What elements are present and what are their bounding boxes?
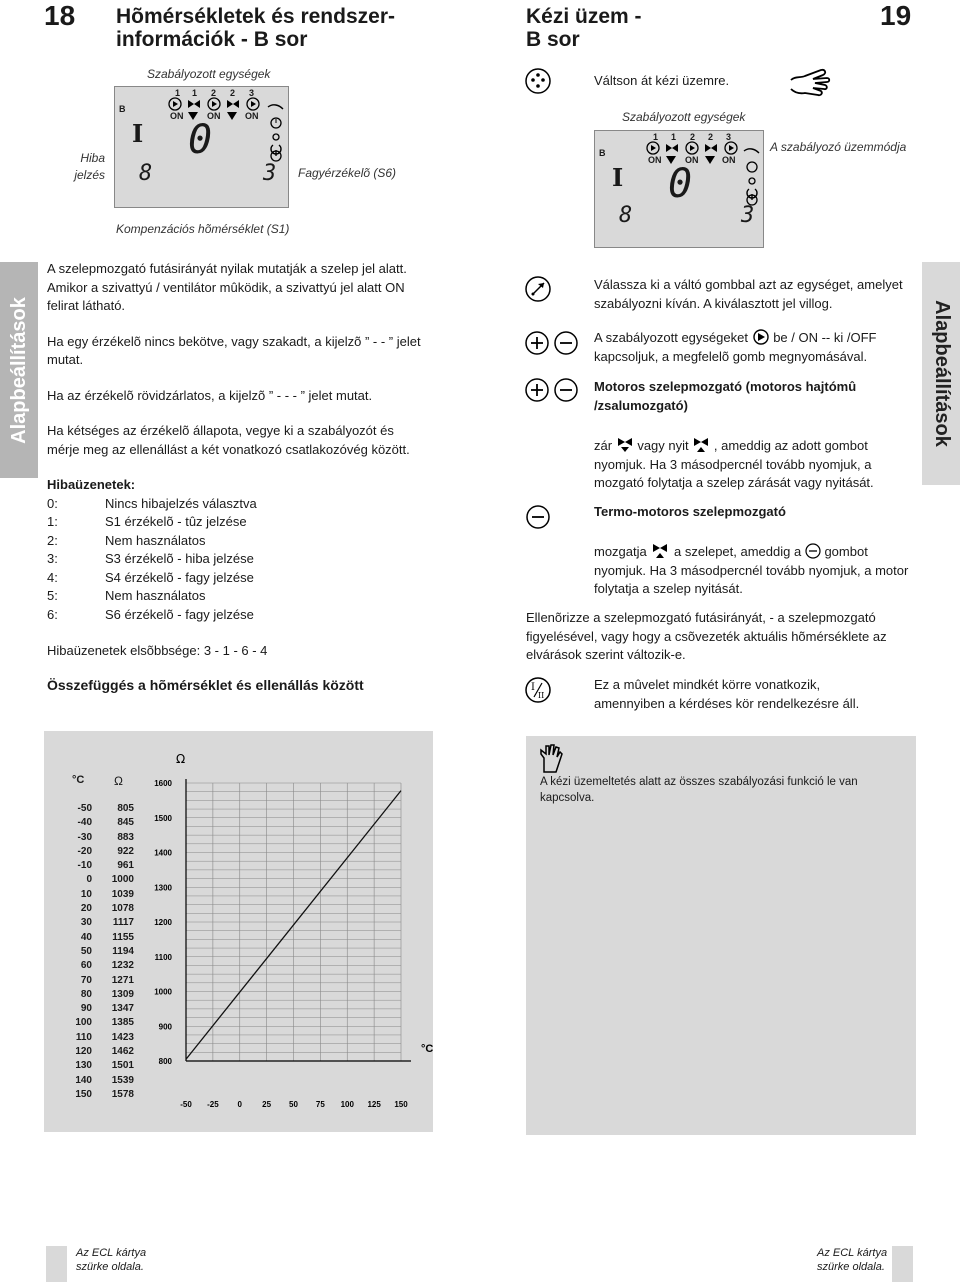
x-tick-label: -50 — [180, 1100, 192, 1109]
page-title-line1: Hõmérsékletek és rendszer- — [116, 5, 395, 28]
paragraph-short-circuit: Ha az érzékelõ rövidzárlatos, a kijelzõ ” - - - ” jelet mutat. — [47, 387, 373, 403]
lcd-num-1: 1 — [175, 88, 181, 98]
lcd-right-on-1: ON — [648, 155, 662, 165]
motor-text-b: vagy nyit — [637, 438, 689, 453]
lcd-right-mode-icons — [741, 145, 763, 207]
resistance-cell: 1347 — [111, 1003, 134, 1015]
resistance-cell: 1194 — [112, 945, 134, 957]
units-text-a: A szabályozott egységeket — [594, 330, 748, 345]
y-tick-label: 1100 — [154, 952, 172, 962]
paragraph-doubtful: Ha kétséges az érzékelõ állapota, vegye ki a szabályozót és mérje meg az ellenállást a két vonatkozó csatlakozóvég között. — [47, 423, 410, 457]
thermo-text-b: a szelepet, ameddig a — [674, 544, 802, 559]
temperature-cell: 100 — [75, 1017, 92, 1029]
hiba-jelzes-label — [72, 150, 105, 184]
lcd-right-roman: I — [612, 163, 624, 192]
resistance-cell: 1232 — [111, 960, 134, 972]
lcd-num-4: 2 — [230, 88, 236, 98]
resistance-cell: 883 — [117, 831, 134, 843]
lcd-right-num-1: 1 — [653, 132, 659, 142]
lcd-top-label-right: Szabályozott egységek — [622, 110, 746, 124]
resistance-cell: 805 — [117, 803, 134, 814]
circuit-i-ii-icon — [525, 677, 551, 703]
page-title-right-line1: Kézi üzem - — [526, 5, 642, 28]
y-tick-label: 1400 — [154, 848, 172, 858]
error-item — [47, 495, 422, 514]
y-tick-label: 900 — [158, 1022, 172, 1032]
lcd-right-small-left: 8 — [619, 203, 633, 228]
page-number-right: 19 — [880, 0, 912, 31]
x-tick-label: 50 — [289, 1100, 298, 1109]
hiba-label-line2: jelzés — [74, 168, 105, 182]
error-item — [47, 587, 422, 606]
page-title-right-line2: B sor — [526, 28, 580, 51]
paragraph-not-connected: Ha egy érzékelõ nincs bekötve, vagy szakadt, a kijelzõ ” - - ” jelet mutat. — [47, 333, 421, 367]
lcd-right-small-right: 3 — [741, 203, 755, 228]
resistance-cell: 1385 — [111, 1017, 134, 1029]
lcd-num-3: 2 — [211, 88, 217, 98]
errors-list — [47, 495, 422, 625]
lcd-mode-icons — [265, 101, 287, 163]
units-text-b: be / ON -- ki /OFF kapcsoljuk, a megfelelõ gomb megnyomásával. — [594, 330, 877, 364]
page-title-line2: információk - B sor — [116, 28, 308, 51]
units-text — [594, 329, 916, 366]
komp-label: Kompenzációs hõmérséklet (S1) — [116, 222, 290, 236]
lcd-top-label: Szabályozott egységek — [147, 67, 271, 81]
thermo-title: Termo-motoros szelepmozgató — [594, 504, 786, 519]
thermo-text-c: gombot nyomjuk. Ha 3 másodpercnél tovább nyomjuk, a motor folytatja a szelep nyitását. — [594, 544, 909, 596]
error-text: Nincs hibajelzés választva — [105, 495, 257, 511]
resistance-chart — [44, 731, 433, 1132]
error-text: S1 érzékelõ - tûz jelzése — [105, 514, 247, 529]
x-tick-label: 0 — [237, 1100, 242, 1109]
select-button-icon — [525, 276, 551, 302]
footer-left-line2: szürke oldala. — [76, 1261, 144, 1273]
lcd-roman-numeral: I — [132, 119, 144, 148]
thermo-text-a: mozgatja — [594, 544, 647, 559]
priority-text: Hibaüzenetek elsõbbsége: 3 - 1 - 6 - 4 — [47, 643, 268, 658]
footer-left-swatch — [46, 1246, 67, 1282]
lcd-display-left — [114, 86, 289, 208]
error-code: 0: — [47, 495, 58, 511]
x-tick-label: 75 — [315, 1100, 325, 1109]
x-tick-label: 25 — [262, 1100, 272, 1109]
lcd-right-b-label: B — [599, 148, 606, 158]
resistance-cell: 1039 — [111, 888, 134, 900]
error-text: S3 érzékelõ - hiba jelzése — [105, 551, 254, 566]
temperature-cell: 50 — [80, 945, 92, 957]
manual-note-panel — [526, 736, 916, 1135]
error-text: S4 érzékelõ - fagy jelzése — [105, 569, 254, 585]
temperature-cell: 0 — [86, 874, 92, 886]
side-tab-left-label: Alapbeállítások — [7, 296, 30, 444]
error-code: 4: — [47, 569, 58, 585]
error-code: 6: — [47, 606, 58, 622]
resistance-cell: 1271 — [111, 974, 134, 986]
valve-close-icon — [616, 436, 634, 452]
motor-title: Motoros szelepmozgató (motoros hajtómû /zsalumozgató) — [594, 379, 857, 413]
fagy-label: Fagyérzékelõ (S6) — [298, 166, 397, 180]
arrow-down-icon — [227, 112, 237, 120]
lcd-mode-label: A szabályozó üzemmódja — [770, 140, 907, 154]
hiba-label-line1: Hiba — [80, 151, 105, 165]
temperature-cell: 140 — [75, 1074, 92, 1086]
pump-icon — [752, 329, 770, 345]
temperature-cell: 10 — [80, 888, 92, 900]
x-tick-label: 150 — [394, 1100, 408, 1109]
table-header-c: °C — [72, 774, 85, 786]
footer-right — [817, 1246, 887, 1274]
lcd-num-2: 1 — [192, 88, 198, 98]
resistance-panel — [44, 731, 433, 1132]
svg-text:II: II — [538, 691, 545, 700]
y-tick-label: 1600 — [154, 779, 172, 788]
temperature-cell: 40 — [80, 931, 92, 943]
lcd-right-num-2: 1 — [671, 132, 677, 142]
footer-right-line2: szürke oldala. — [817, 1261, 885, 1273]
lcd-right-on-2: ON — [685, 155, 699, 165]
temperature-cell: -10 — [77, 860, 92, 872]
paragraph-direction: A szelepmozgató futásirányát nyilak mutatják a szelep jel alatt. Amikor a szivattyú / ventilátor mûködik, a szivattyú jel alatt ON felirat látható. — [47, 261, 407, 313]
side-tab-left — [0, 262, 38, 478]
footer-right-swatch — [892, 1246, 913, 1282]
intro-text: Váltson át kézi üzemre. — [594, 73, 730, 88]
minus-button-icon — [525, 504, 551, 530]
temperature-cell: 150 — [75, 1088, 92, 1100]
valve-open-icon — [692, 436, 710, 452]
left-body — [47, 260, 422, 694]
temperature-cell: 90 — [80, 1003, 92, 1015]
y-tick-label: 800 — [158, 1057, 172, 1066]
hand-icon — [787, 66, 831, 100]
footer-right-line1: Az ECL kártya — [817, 1247, 888, 1259]
lcd-on-3: ON — [245, 111, 259, 121]
manual-hand-icon — [538, 744, 564, 774]
temperature-cell: 30 — [80, 917, 92, 929]
plus-minus-icon — [525, 331, 579, 355]
svg-text:I: I — [531, 682, 535, 693]
temperature-cell: -40 — [77, 817, 92, 829]
select-text: Válassza ki a váltó gombbal azt az egységet, amelyet szabályozni kíván. A kiválasztott jel villog. — [594, 277, 903, 311]
error-text: S6 érzékelõ - fagy jelzése — [105, 606, 254, 622]
y-axis-label: Ω — [176, 752, 186, 766]
lcd-right-big-digit: 0 — [668, 161, 693, 207]
lcd-b-label: B — [119, 104, 126, 114]
resistance-cell: 1117 — [112, 917, 134, 929]
page-title-left — [116, 5, 395, 51]
motor-text-c: , ameddig az adott gombot nyomjuk. Ha 3 másodpercnél tovább nyomjuk, a mozgató folytatja a szelep zárását vagy nyitását. — [594, 438, 874, 490]
lcd-small-digit-left: 8 — [139, 161, 153, 186]
resistance-cell: 1501 — [111, 1060, 134, 1072]
resistance-cell: 1155 — [112, 931, 134, 943]
mode-button-icon — [525, 68, 551, 94]
footer-left — [76, 1246, 146, 1274]
manual-note: A kézi üzemeltetés alatt az összes szabályozási funkció le van kapcsolva. — [540, 776, 858, 804]
valve-open-icon — [650, 542, 670, 558]
error-item — [47, 606, 422, 625]
temperature-cell: 70 — [80, 974, 92, 986]
x-tick-label: 100 — [340, 1100, 354, 1109]
temperature-cell: 60 — [80, 960, 92, 972]
error-item — [47, 513, 422, 532]
motor-text — [594, 436, 910, 493]
thermo-text — [594, 542, 910, 599]
error-item — [47, 550, 422, 569]
footer-left-line1: Az ECL kártya — [76, 1247, 147, 1259]
y-tick-label: 1300 — [154, 883, 172, 893]
resistance-cell: 1423 — [111, 1031, 134, 1043]
x-tick-label: -25 — [207, 1100, 219, 1109]
resistance-cell: 1078 — [111, 903, 134, 915]
error-item — [47, 569, 422, 588]
lcd-right-num-5: 3 — [726, 132, 732, 142]
table-header-ohm: Ω — [114, 774, 123, 788]
temperature-cell: 110 — [75, 1031, 92, 1043]
lcd-right-num-3: 2 — [690, 132, 696, 142]
check-text: Ellenõrizze a szelepmozgató futásirányát, - a szelepmozgató figyelésével, vagy hogy a csõvezeték aktuális hõmérséklete az elvárások szerint változik-e. — [526, 610, 887, 662]
error-code: 5: — [47, 588, 58, 603]
lcd-big-digit: 0 — [188, 117, 213, 163]
error-text: Nem használatos — [105, 588, 206, 603]
relation-title: Összefüggés a hõmérséklet és ellenállás között — [47, 676, 364, 693]
temperature-cell: 80 — [80, 988, 92, 1000]
x-axis-label: °C — [421, 1043, 433, 1055]
page-number-left: 18 — [44, 0, 76, 31]
y-tick-label: 1500 — [154, 813, 172, 823]
error-code: 1: — [47, 514, 58, 529]
error-item — [47, 532, 422, 551]
temperature-cell: 120 — [75, 1046, 92, 1058]
lcd-num-5: 3 — [249, 88, 255, 98]
resistance-cell: 1462 — [111, 1046, 134, 1058]
resistance-cell: 1539 — [111, 1074, 134, 1086]
lcd-display-right — [594, 130, 764, 248]
x-tick-label: 125 — [367, 1100, 381, 1109]
motor-text-a: zár — [594, 438, 613, 453]
errors-title: Hibaüzenetek: — [47, 477, 136, 492]
temperature-cell: -20 — [77, 845, 92, 857]
lcd-on-1: ON — [170, 111, 184, 121]
page-title-right — [526, 5, 642, 51]
lcd-on-2: ON — [207, 111, 221, 121]
lcd-unit-icons — [168, 97, 278, 111]
arrow-down-icon — [705, 156, 715, 164]
y-tick-label: 1200 — [154, 918, 172, 927]
error-code: 3: — [47, 551, 58, 566]
lcd-right-on-3: ON — [722, 155, 736, 165]
resistance-cell: 1000 — [111, 874, 134, 886]
side-tab-right-label: Alapbeállítások — [930, 300, 953, 447]
y-tick-label: 1000 — [154, 987, 172, 997]
temperature-cell: 20 — [80, 903, 92, 915]
resistance-cell: 845 — [117, 817, 134, 829]
temperature-cell: 130 — [75, 1060, 92, 1072]
resistance-cell: 922 — [117, 845, 134, 857]
minus-icon — [805, 543, 821, 559]
resistance-cell: 961 — [117, 860, 134, 872]
temperature-cell: -50 — [77, 803, 92, 814]
lcd-right-unit-icons — [646, 141, 756, 155]
error-code: 2: — [47, 532, 58, 548]
error-text: Nem használatos — [105, 532, 206, 548]
side-tab-right — [922, 262, 960, 485]
both-circuits-text: Ez a mûvelet mindkét körre vonatkozik, amennyiben a kérdéses kör rendelkezésre áll. — [594, 677, 860, 711]
plus-minus-icon-2 — [525, 378, 579, 402]
lcd-small-digit-right: 3 — [263, 161, 277, 186]
lcd-right-num-4: 2 — [708, 132, 714, 142]
temperature-cell: -30 — [77, 831, 92, 843]
resistance-cell: 1578 — [111, 1088, 134, 1100]
resistance-cell: 1309 — [111, 988, 134, 1000]
